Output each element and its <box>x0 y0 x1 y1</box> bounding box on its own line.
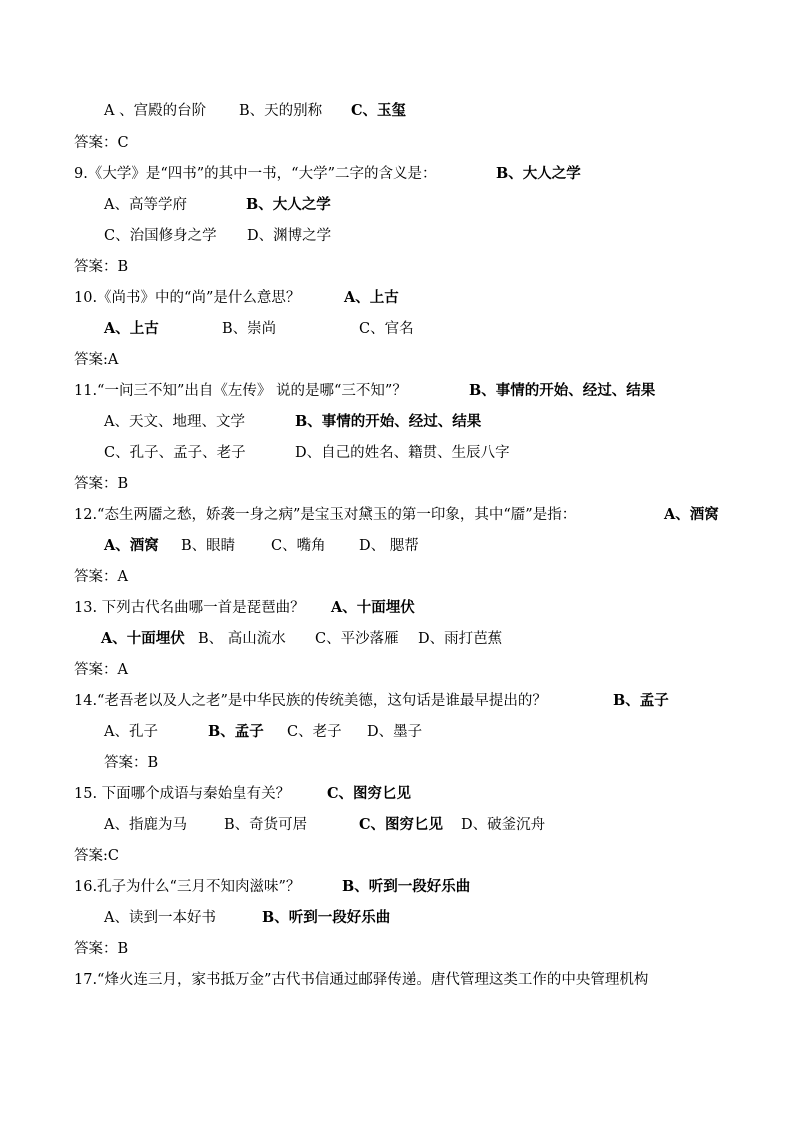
text-segment: D、雨打芭蕉 <box>418 631 503 647</box>
text-segment: C、平沙落雁 <box>315 631 399 647</box>
answer-text: A、十面埋伏 <box>101 630 185 647</box>
text-segment: A、读到一本好书 <box>104 910 216 926</box>
text-segment: 14.“老吾老以及人之老”是中华民族的传统美德，这句话是谁最早提出的？ <box>74 693 547 709</box>
text-segment: A、高等学府 <box>104 197 187 213</box>
answer-text: B、听到一段好乐曲 <box>342 878 471 895</box>
text-segment: 答案：B <box>74 941 129 957</box>
answer-text: A、上古 <box>104 320 159 337</box>
text-segment: 11.“一问三不知”出自《左传》 说的是哪“三不知”？ <box>74 383 407 399</box>
text-segment: 17.“烽火连三月，家书抵万金”古代书信通过邮驿传递。唐代管理这类工作的中央管理机构 <box>74 972 649 988</box>
text-segment: B、天的别称 <box>239 103 323 119</box>
answer-text: B、大人之学 <box>496 165 581 182</box>
text-segment: 12.“态生两靥之愁，娇袭一身之病”是宝玉对黛玉的第一印象，其中“靥”是指： <box>74 507 577 523</box>
answer-text: B、孟子 <box>208 723 264 740</box>
text-segment: 答案：B <box>104 755 159 771</box>
answer-text: C、图穷匕见 <box>327 785 412 802</box>
text-segment: C、孔子、孟子、老子 <box>104 445 246 461</box>
answer-text: B、事情的开始、经过、结果 <box>295 413 482 430</box>
text-segment: A、天文、地理、文学 <box>104 414 245 430</box>
text-segment: A、孔子 <box>104 724 158 740</box>
text-segment: 答案：B <box>74 476 129 492</box>
text-segment: D、墨子 <box>367 724 423 740</box>
text-segment: C、老子 <box>287 724 342 740</box>
text-segment: 答案：A <box>74 662 128 678</box>
text-segment: C、嘴角 <box>271 538 326 554</box>
text-segment: 9.《大学》是“四书”的其中一书，“大学”二字的含义是： <box>74 166 437 182</box>
text-segment: 16.孔子为什么“三月不知肉滋味”？ <box>74 879 301 895</box>
answer-text: B、事情的开始、经过、结果 <box>469 382 656 399</box>
text-segment: A 、宫殿的台阶 <box>104 103 207 119</box>
text-segment: D、破釜沉舟 <box>461 817 546 833</box>
text-segment: 答案:A <box>74 352 119 368</box>
text-segment: D、 腮帮 <box>359 538 419 554</box>
text-segment: 答案：A <box>74 569 128 585</box>
text-segment: 10.《尚书》中的“尚”是什么意思？ <box>74 290 301 306</box>
text-segment: D、渊博之学 <box>247 228 332 244</box>
text-segment: D、自己的姓名、籍贯、生辰八字 <box>295 445 510 461</box>
answer-text: B、大人之学 <box>246 196 331 213</box>
text-segment: B、眼睛 <box>181 538 236 554</box>
answer-text: A、十面埋伏 <box>331 599 415 616</box>
answer-text: C、图穷匕见 <box>359 816 444 833</box>
answer-text: B、听到一段好乐曲 <box>262 909 391 926</box>
text-segment: B、崇尚 <box>222 321 277 337</box>
answer-text: C、玉玺 <box>351 102 407 119</box>
text-segment: B、奇货可居 <box>224 817 308 833</box>
answer-text: A、酒窝 <box>664 506 719 523</box>
text-segment: 答案:C <box>74 848 119 864</box>
answer-text: A、酒窝 <box>104 537 159 554</box>
text-segment: C、治国修身之学 <box>104 228 217 244</box>
text-segment: 答案：C <box>74 135 129 151</box>
answer-text: A、上古 <box>344 289 399 306</box>
text-segment: C、官名 <box>359 321 414 337</box>
answer-text: B、孟子 <box>613 692 669 709</box>
text-segment: A、指鹿为马 <box>104 817 187 833</box>
text-segment: B、 高山流水 <box>198 631 286 647</box>
text-segment: 答案：B <box>74 259 129 275</box>
text-segment: 13. 下列古代名曲哪一首是琵琶曲？ <box>74 600 305 616</box>
text-segment: 15. 下面哪个成语与秦始皇有关？ <box>74 786 291 802</box>
